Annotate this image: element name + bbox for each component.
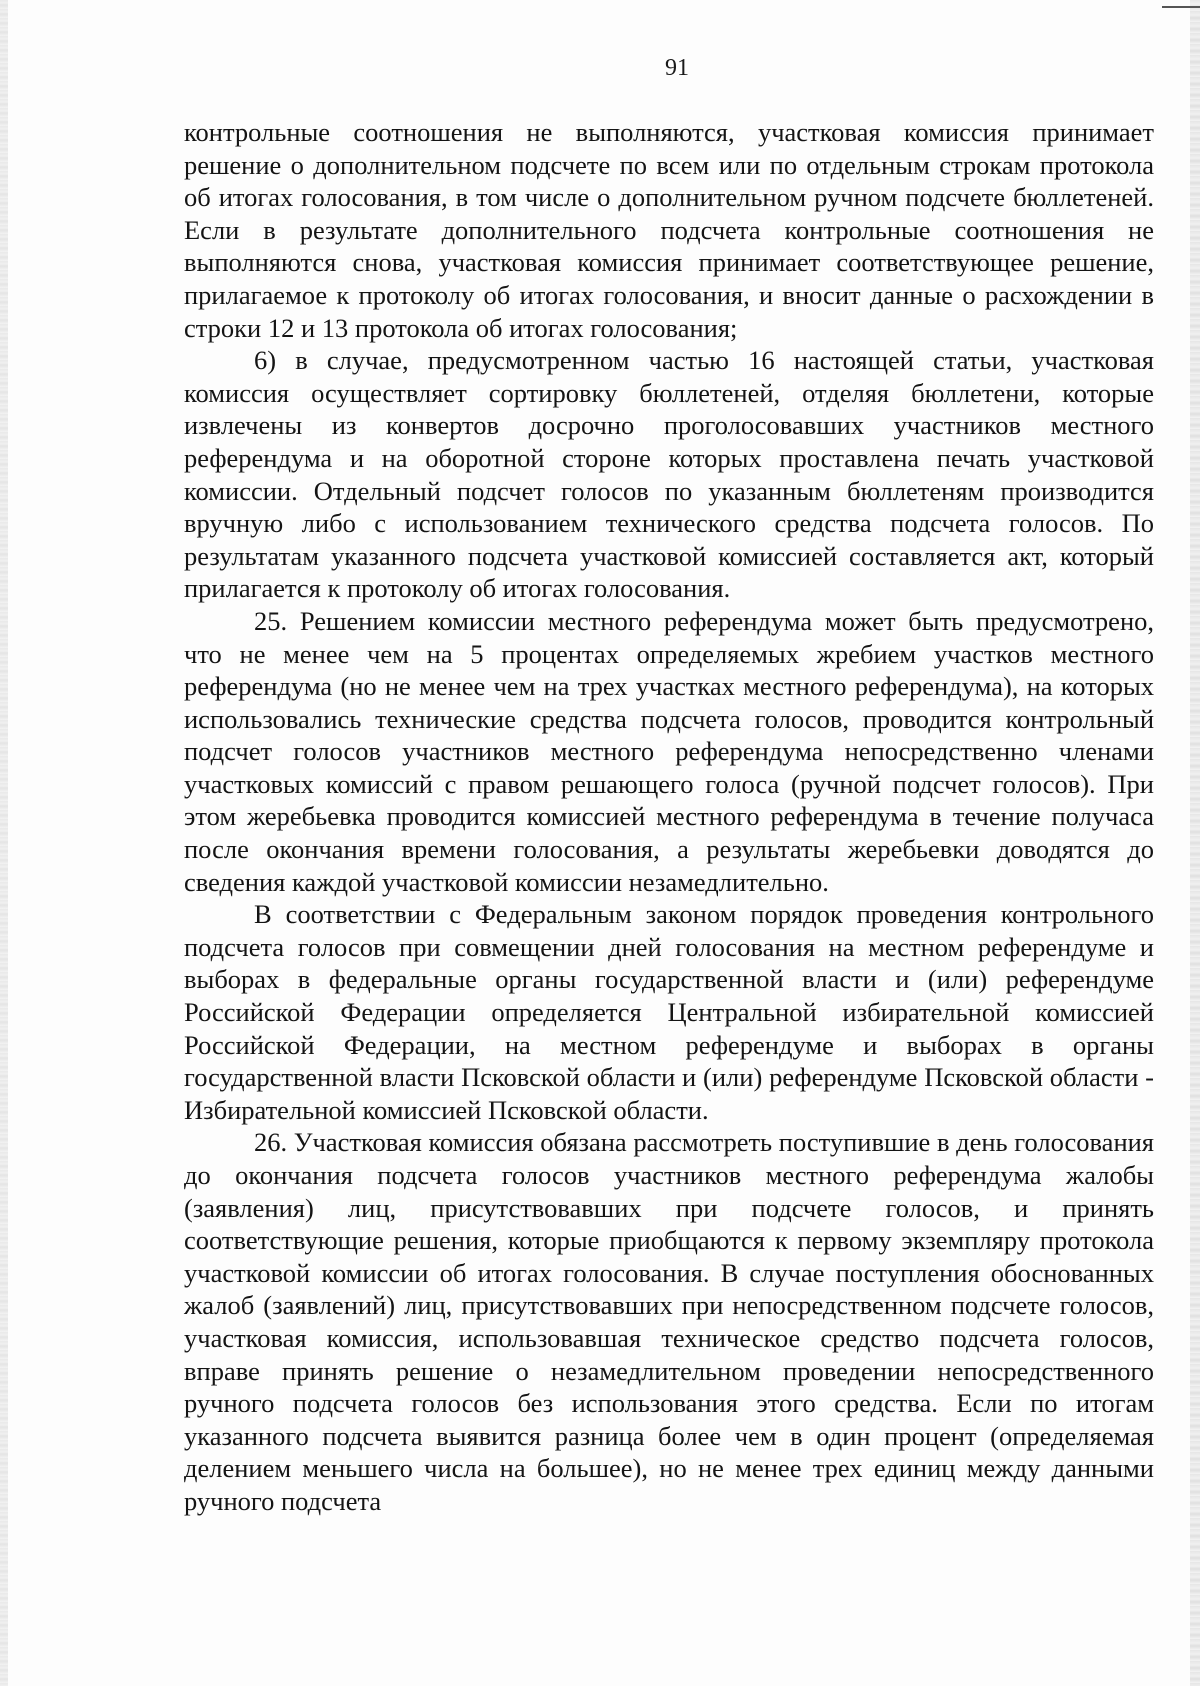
paragraph-continuation: контрольные соотношения не выполняются, участковая комиссия принимает решение о дополнительном подсчете по всем или по отдельным строкам протокола об итогах голосования, в том числе о дополнительном ручном подсчете бюллетеней. Если в результате дополнительного подсчета контрольные соотношения не выполняются снова, участковая комиссия принимает соответствующее решение, прилагаемое к протоколу об итогах голосования, и вносит данные о расхождении в строки 12 и 13 протокола об итогах голосования; <box>184 117 1154 343</box>
paragraph-clause-26: 26. Участковая комиссия обязана рассмотреть поступившие в день голосования до окончания подсчета голосов участников местного референдума жалобы (заявления) лиц, присутствовавших при подсчете голосов, и принять соответствующие решения, которые приобщаются к первому экземпляру протокола участковой комиссии об итогах голосования. В случае поступления обоснованных жалоб (заявлений) лиц, присутствовавших при непосредственном подсчете голосов, участковая комиссия, использовавшая техническое средство подсчета голосов, вправе принять решение о незамедлительном проведении непосредственного ручного подсчета голосов без использования этого средства. Если по итогам указанного подсчета выявится разница более чем в один процент (определяемая делением меньшего числа на большее), но не менее трех единиц между данными ручного подсчета <box>184 1127 1154 1516</box>
paragraph-item-6: 6) в случае, предусмотренном частью 16 настоящей статьи, участковая комиссия осуществляет сортировку бюллетеней, отделяя бюллетени, которые извлечены из конвертов досрочно проголосовавших участников местного референдума и на оборотной стороне которых проставлена печать участковой комиссии. Отдельный подсчет голосов по указанным бюллетеням производится вручную либо с использованием технического средства подсчета голосов. По результатам указанного подсчета участковой комиссией составляется акт, который прилагается к протоколу об итогах голосования. <box>184 345 1154 604</box>
scan-mark <box>1162 6 1200 8</box>
document-body <box>184 116 1154 1518</box>
scan-edge-left <box>0 0 8 1686</box>
page-number: 91 <box>665 55 689 81</box>
scan-edge-right <box>1190 0 1200 1686</box>
paragraph-clause-25: 25. Решением комиссии местного референдума может быть предусмотрено, что не менее чем на 5 процентах определяемых жребием участков местного референдума (но не менее чем на трех участках местного референдума), на которых использовались технические средства подсчета голосов, проводится контрольный подсчет голосов участников местного референдума непосредственно членами участковых комиссий с правом решающего голоса (ручной подсчет голосов). При этом жеребьевка проводится комиссией местного референдума в течение получаса после окончания времени голосования, а результаты жеребьевки доводятся до сведения каждой участковой комиссии незамедлительно. <box>184 605 1154 897</box>
paragraph-federal-law: В соответствии с Федеральным законом порядок проведения контрольного подсчета голосов при совмещении дней голосования на местном референдуме и выборах в федеральные органы государственной власти и (или) референдуме Российской Федерации определяется Центральной избирательной комиссией Российской Федерации, на местном референдуме и выборах в органы государственной власти Псковской области и (или) референдуме Псковской области - Избирательной комиссией Псковской области. <box>184 899 1154 1125</box>
